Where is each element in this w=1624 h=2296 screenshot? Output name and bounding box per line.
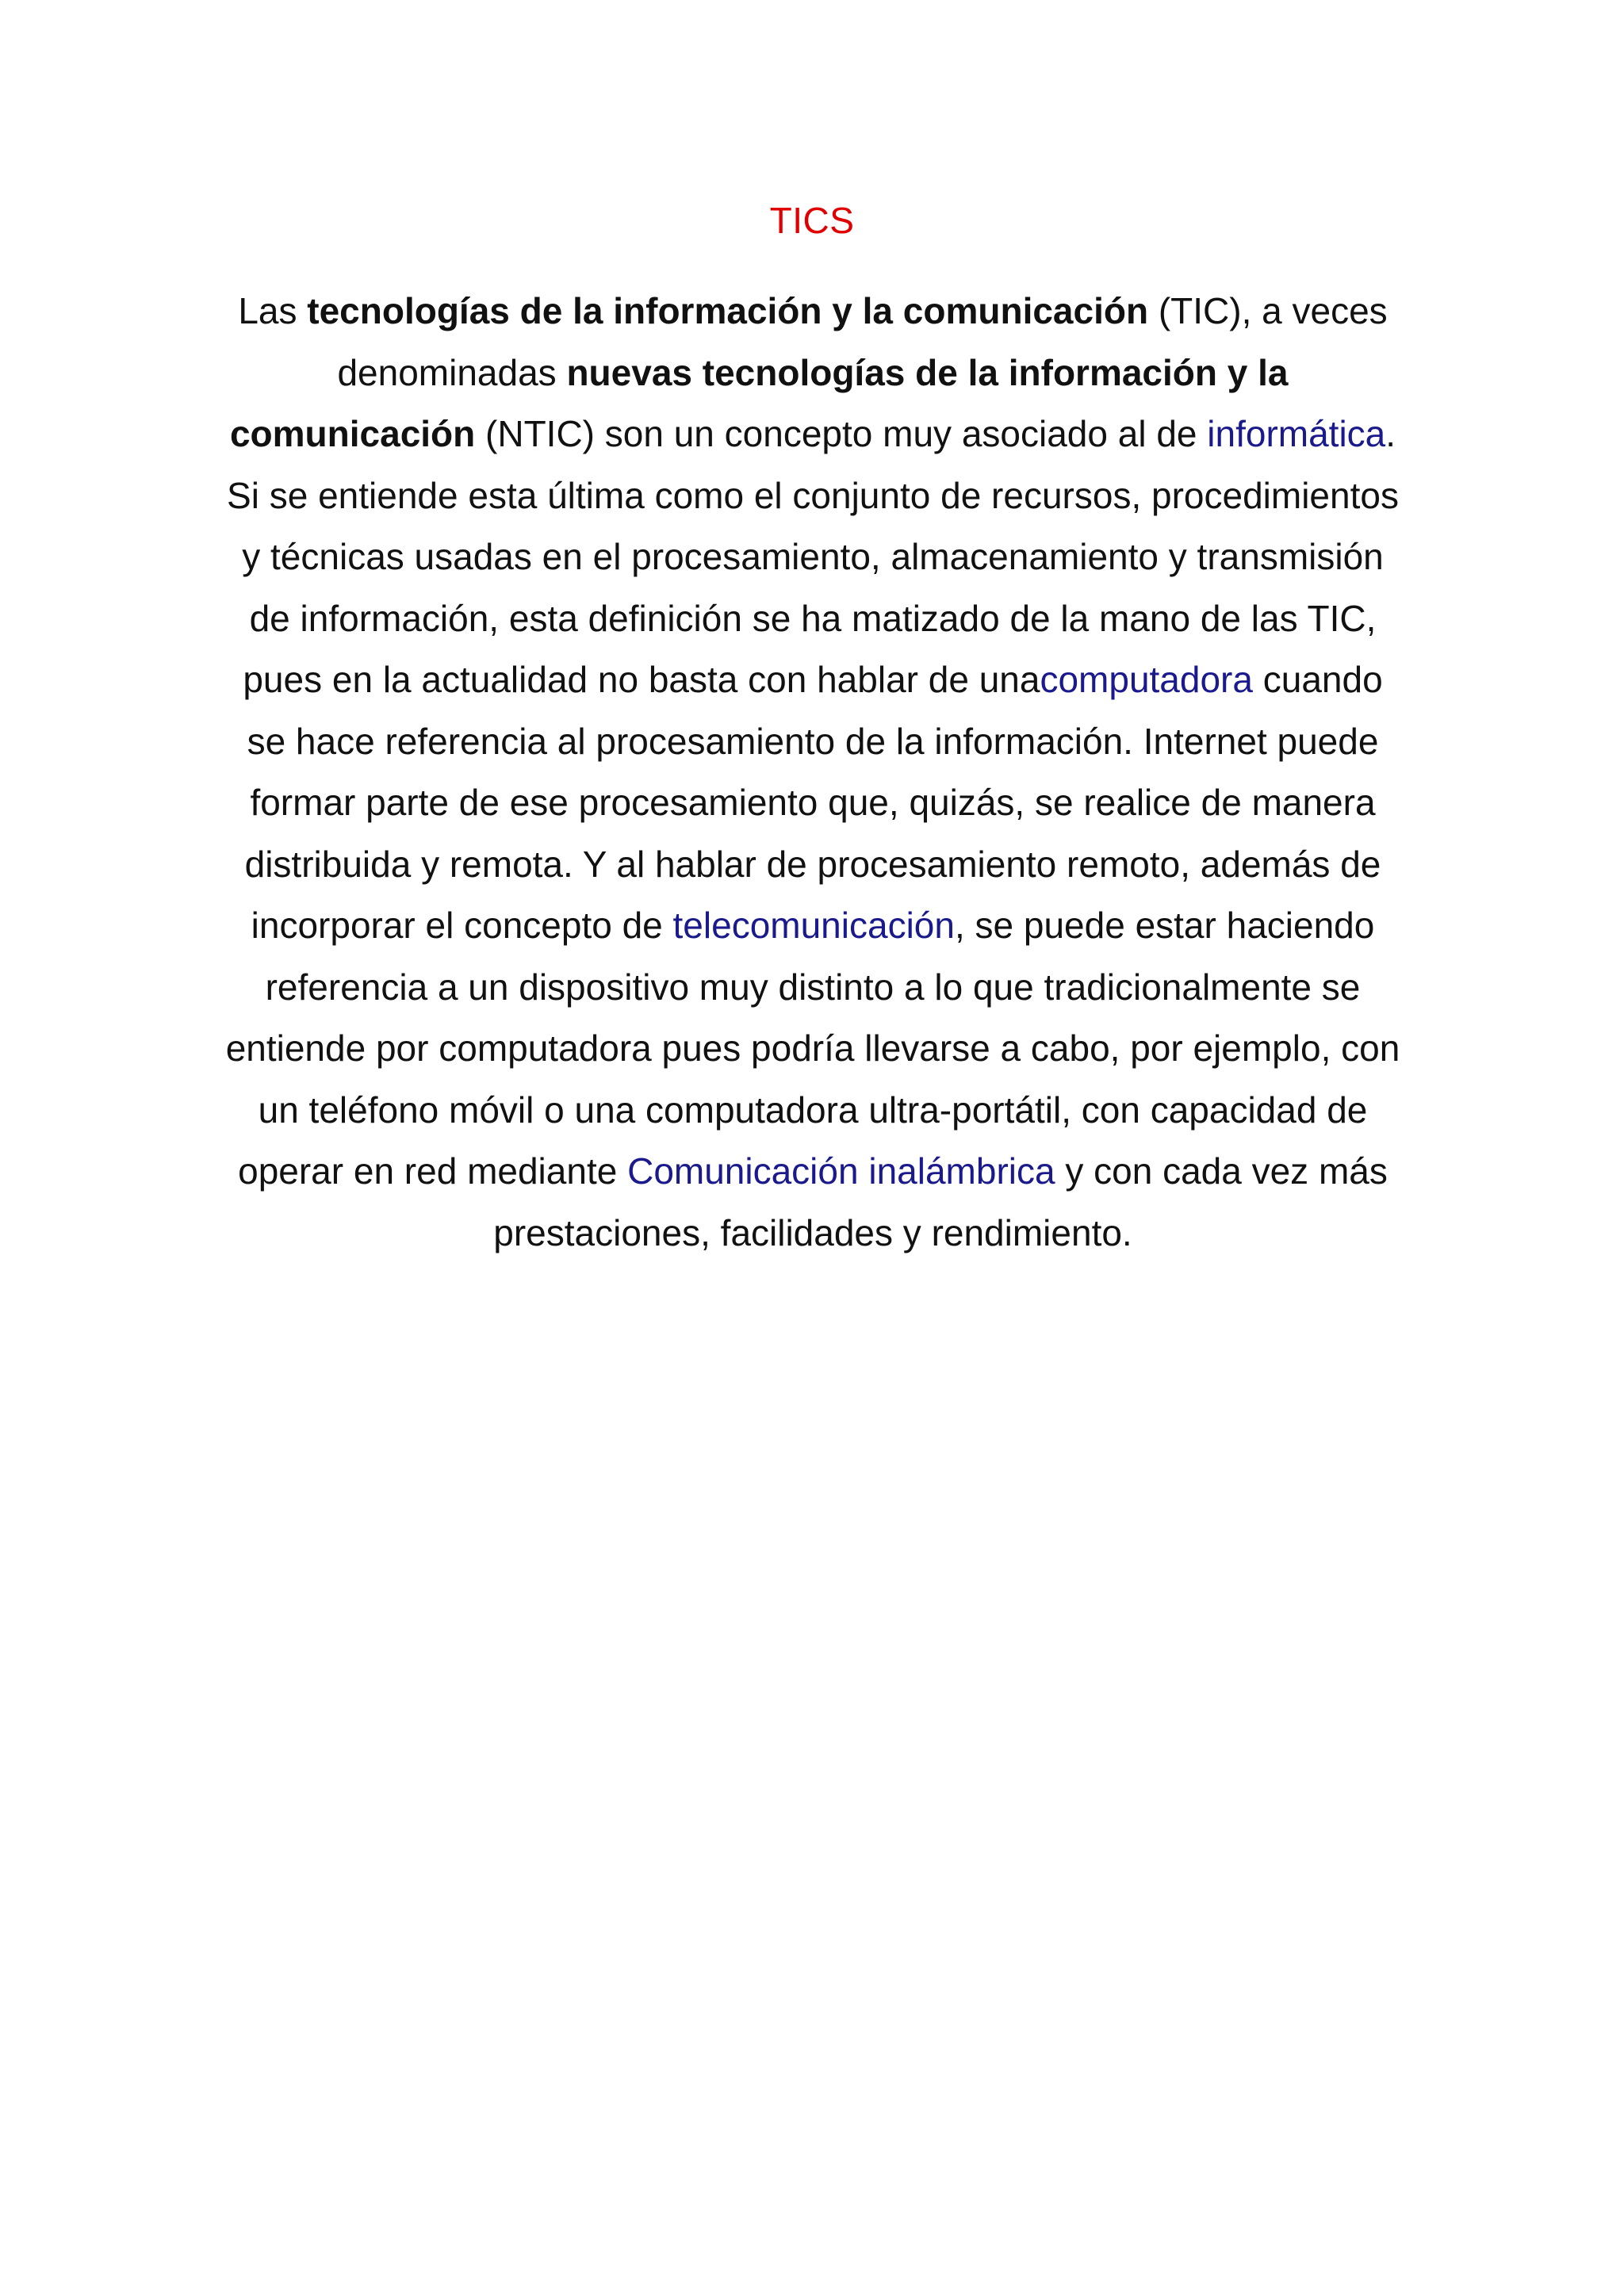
link-informatica[interactable]: informática <box>1207 413 1386 454</box>
text-segment: . Si se entiende esta última como el conjunto de recursos, procedimientos y técnicas usadas en el procesamiento, almacenamiento y transmisión de información, esta definición se ha matizado de la mano de las TIC, pues en la actualidad no basta con hablar de una <box>227 413 1399 700</box>
document-title: TICS <box>769 200 855 241</box>
link-computadora[interactable]: computadora <box>1040 659 1253 700</box>
link-comunicacion-inalambrica[interactable]: Comunicación inalámbrica <box>627 1150 1055 1192</box>
body-paragraph <box>222 281 1404 1264</box>
bold-term-tic: tecnologías de la información y la comunicación <box>307 290 1149 331</box>
text-segment: y con cada vez más prestaciones, facilidades y rendimiento. <box>493 1150 1388 1253</box>
text-segment: , se puede estar haciendo referencia a un dispositivo muy distinto a lo que tradicionalmente se entiende por computadora pues podría llevarse a cabo, por ejemplo, con un teléfono móvil o una computadora ultra-portátil, con capacidad de operar en red mediante <box>225 905 1400 1192</box>
link-telecomunicacion[interactable]: telecomunicación <box>672 905 955 946</box>
text-segment: (NTIC) son un concepto muy asociado al de <box>475 413 1208 454</box>
text-segment: cuando se hace referencia al procesamiento de la información. Internet puede formar parte de ese procesamiento que, quizás, se realice de manera distribuida y remota. Y al hablar de procesamiento remoto, además de incorporar el concepto de <box>244 659 1383 946</box>
bold-term-ntic: nuevas tecnologías de la información y la comunicación <box>229 351 1289 454</box>
text-segment: Las <box>238 290 308 331</box>
text-segment: (TIC), a veces denominadas <box>337 290 1388 393</box>
